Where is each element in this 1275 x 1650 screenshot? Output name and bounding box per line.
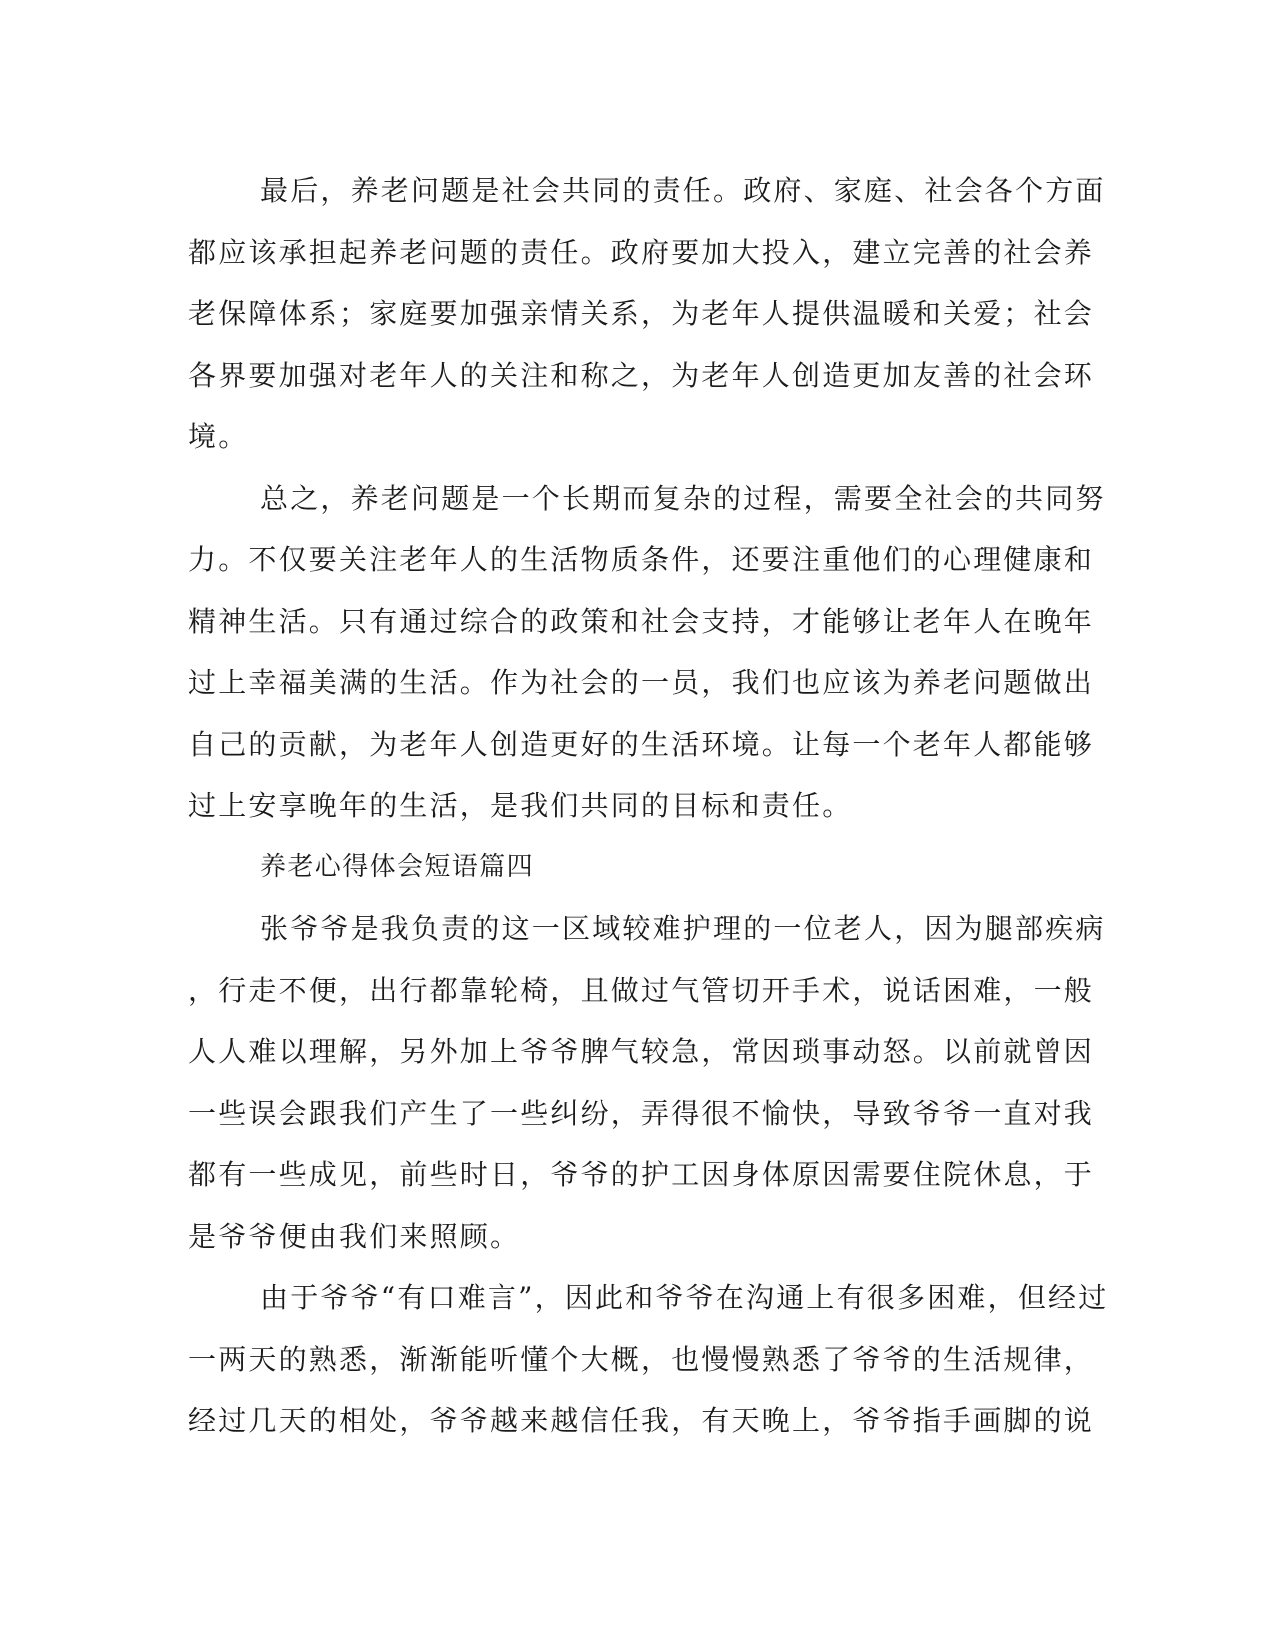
text-line: 都应该承担起养老问题的责任。政府要加大投入，建立完善的社会养 — [188, 235, 1095, 269]
text-line: 都有一些成见，前些时日，爷爷的护工因身体原因需要住院休息，于 — [188, 1158, 1095, 1191]
text-line: 最后，养老问题是社会共同的责任。政府、家庭、社会各个方面 — [260, 174, 1106, 207]
text-line: 自己的贡献，为老年人创造更好的生活环境。让每一个老年人都能够 — [188, 727, 1095, 761]
section-heading — [188, 837, 1068, 899]
document-body — [188, 160, 1109, 1452]
text-line: 精神生活。只有通过综合的政策和社会支持，才能够让老年人在晚年 — [188, 604, 1095, 638]
text-line: 力。不仅要关注老年人的生活物质条件，还要注重他们的心理健康和 — [188, 543, 1095, 576]
text-line: 人人难以理解，另外加上爷爷脾气较急，常因琐事动怒。以前就曾因 — [188, 1035, 1095, 1068]
text-line: 各界要加强对老年人的关注和称之，为老年人创造更加友善的社会环 — [188, 358, 1095, 392]
text-line: 经过几天的相处，爷爷越来越信任我，有天晚上，爷爷指手画脚的说 — [188, 1404, 1095, 1437]
text-line: ，行走不便，出行都靠轮椅，且做过气管切开手术，说话困难，一般 — [188, 973, 1095, 1007]
text-line: 由于爷爷“有口难言”，因此和爷爷在沟通上有很多困难，但经过 — [260, 1281, 1109, 1314]
heading-text: 养老心得体会短语篇四 — [260, 851, 535, 882]
paragraph-conclusion — [188, 468, 1106, 837]
text-line: 老保障体系；家庭要加强亲情关系，为老年人提供温暖和关爱；社会 — [188, 297, 1095, 330]
text-line: 是爷爷便由我们来照顾。 — [188, 1219, 521, 1253]
paragraph-communication — [188, 1267, 1109, 1452]
paragraph-responsibility — [188, 160, 1106, 468]
text-line: 张爷爷是我负责的这一区域较难护理的一位老人，因为腿部疾病 — [260, 912, 1106, 945]
paragraph-grandpa-zhang — [188, 898, 1106, 1267]
text-line: 一些误会跟我们产生了一些纠纷，弄得很不愉快，导致爷爷一直对我 — [188, 1096, 1095, 1130]
text-line: 境。 — [188, 420, 249, 453]
text-line: 过上安享晚年的生活，是我们共同的目标和责任。 — [188, 789, 853, 822]
text-line: 总之，养老问题是一个长期而复杂的过程，需要全社会的共同努 — [260, 481, 1106, 515]
text-line: 一两天的熟悉，渐渐能听懂个大概，也慢慢熟悉了爷爷的生活规律， — [188, 1342, 1095, 1376]
text-line: 过上幸福美满的生活。作为社会的一员，我们也应该为养老问题做出 — [188, 666, 1095, 699]
